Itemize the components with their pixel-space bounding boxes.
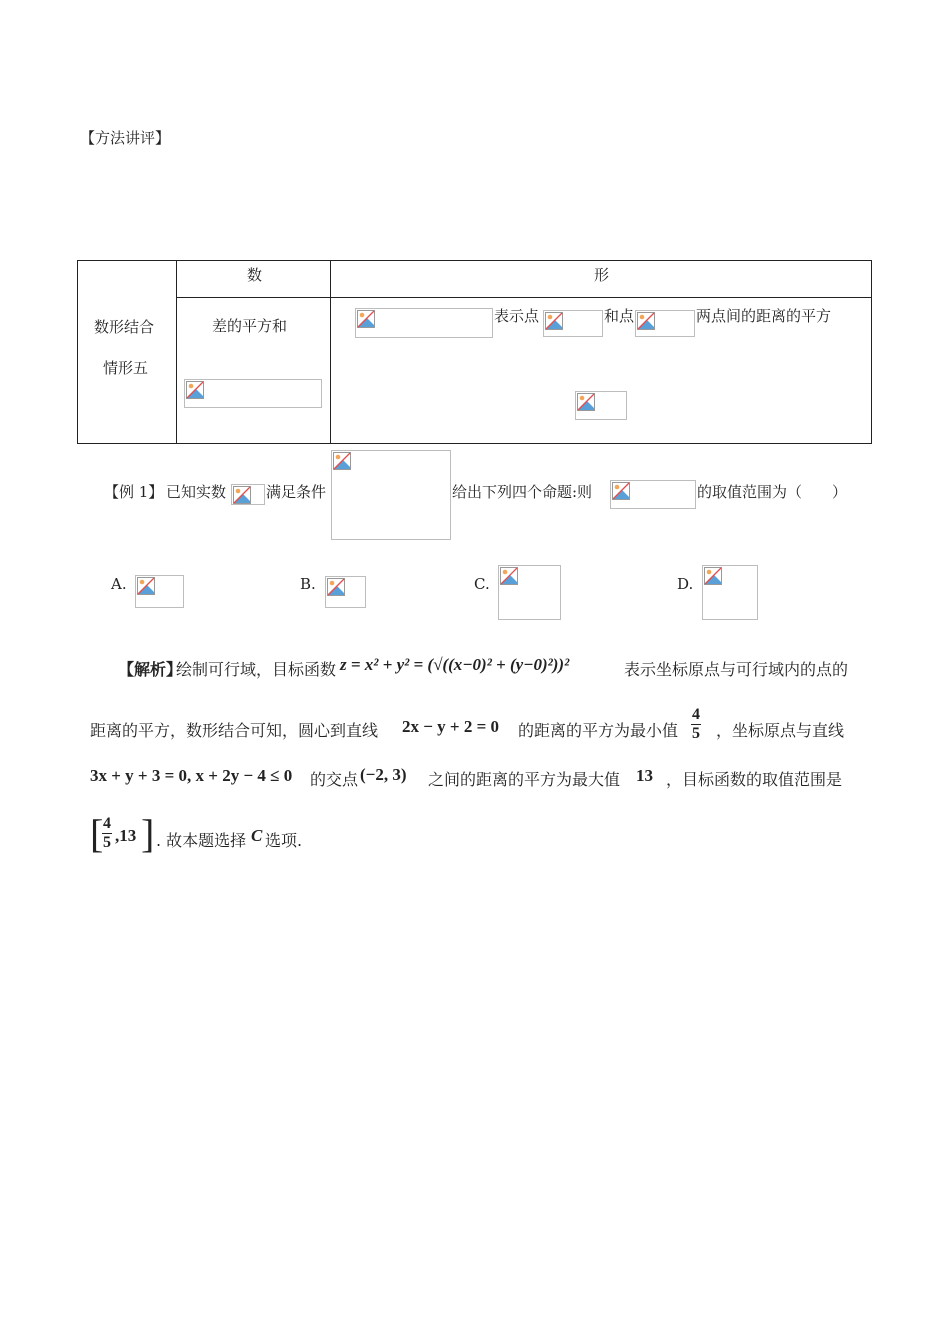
option-d-label: D. xyxy=(677,575,694,593)
broken-image-icon xyxy=(545,312,563,330)
broken-image-icon xyxy=(704,567,722,585)
option-c-label: C. xyxy=(474,575,490,593)
solution-text: 绘制可行域，目标函数 xyxy=(176,660,337,679)
solution-text: ，坐标原点与直线 xyxy=(716,721,845,740)
example-text-1: 已知实数 xyxy=(166,483,227,501)
right-bracket: ] xyxy=(141,811,155,856)
option-b-image xyxy=(325,576,366,608)
table-border xyxy=(77,260,872,444)
broken-image-icon xyxy=(327,578,345,596)
shu-cell-text: 差的平方和 xyxy=(212,317,288,335)
answer-choice: C xyxy=(251,826,263,845)
broken-image-icon xyxy=(500,567,518,585)
solution-text: 的距离的平方为最小值 xyxy=(518,721,679,740)
broken-image-icon xyxy=(186,381,204,399)
variable-image xyxy=(231,484,265,505)
point-image xyxy=(635,310,695,337)
example-label: 【例 1】 xyxy=(104,483,164,501)
max-value: 13 xyxy=(636,766,653,785)
example-text-4: 的取值范围为（ ） xyxy=(697,483,848,501)
target-function-formula: z = x² + y² = (√((x−0)² + (y−0)²))² xyxy=(340,655,570,674)
xing-text-1: 表示点 xyxy=(494,307,540,325)
min-value-fraction xyxy=(691,706,701,743)
range-min-fraction xyxy=(102,815,112,852)
xing-text-3: 两点间的距离的平方 xyxy=(696,307,832,325)
broken-image-icon xyxy=(637,312,655,330)
solution-text: 选项. xyxy=(265,831,303,850)
example-text-3: 给出下列四个命题:则 xyxy=(452,483,593,501)
table-divider xyxy=(176,297,872,298)
fraction-denominator: 5 xyxy=(103,834,111,851)
formula-image xyxy=(355,308,493,338)
formula-image xyxy=(184,379,322,408)
solution-text: ，目标函数的取值范围是 xyxy=(666,770,843,789)
range-max: ,13 xyxy=(115,826,137,845)
option-c-image xyxy=(498,565,561,620)
example-text-2: 满足条件 xyxy=(266,483,327,501)
broken-image-icon xyxy=(612,482,630,500)
solution-text: 之间的距离的平方为最大值 xyxy=(428,770,621,789)
option-b-label: B. xyxy=(300,575,316,593)
column-header-xing: 形 xyxy=(594,266,610,284)
solution-text: 的交点 xyxy=(310,770,359,789)
broken-image-icon xyxy=(137,577,155,595)
section-heading: 【方法讲评】 xyxy=(80,129,171,147)
broken-image-icon xyxy=(577,393,595,411)
line-equations: 3x + y + 3 = 0, x + 2y − 4 ≤ 0 xyxy=(90,766,293,785)
fraction-numerator: 4 xyxy=(692,706,700,723)
option-d-image xyxy=(702,565,758,620)
point-image xyxy=(543,310,603,337)
solution-text: 表示坐标原点与可行域内的点的 xyxy=(624,660,849,679)
option-a-image xyxy=(135,575,184,608)
solution-text: 距离的平方，数形结合可知，圆心到直线 xyxy=(90,721,379,740)
table-divider xyxy=(176,260,177,444)
fraction-denominator: 5 xyxy=(692,725,700,742)
intersection-point: (−2, 3) xyxy=(360,765,407,784)
fraction-numerator: 4 xyxy=(103,815,111,832)
broken-image-icon xyxy=(233,486,251,504)
broken-image-icon xyxy=(357,310,375,328)
line-equation: 2x − y + 2 = 0 xyxy=(402,717,500,736)
column-header-shu: 数 xyxy=(247,266,263,284)
row-label-line2: 情形五 xyxy=(103,359,149,377)
table-divider xyxy=(330,260,331,444)
option-a-label: A. xyxy=(111,575,127,593)
row-label-line1: 数形结合 xyxy=(94,318,155,336)
left-bracket: [ xyxy=(90,811,104,856)
solution-text: . 故本题选择 xyxy=(156,831,247,850)
graph-image xyxy=(575,391,627,420)
solution-label: 【解析】 xyxy=(118,660,183,679)
constraint-image xyxy=(331,450,451,540)
xing-text-2: 和点 xyxy=(604,307,635,325)
broken-image-icon xyxy=(333,452,351,470)
expression-image xyxy=(610,480,696,509)
